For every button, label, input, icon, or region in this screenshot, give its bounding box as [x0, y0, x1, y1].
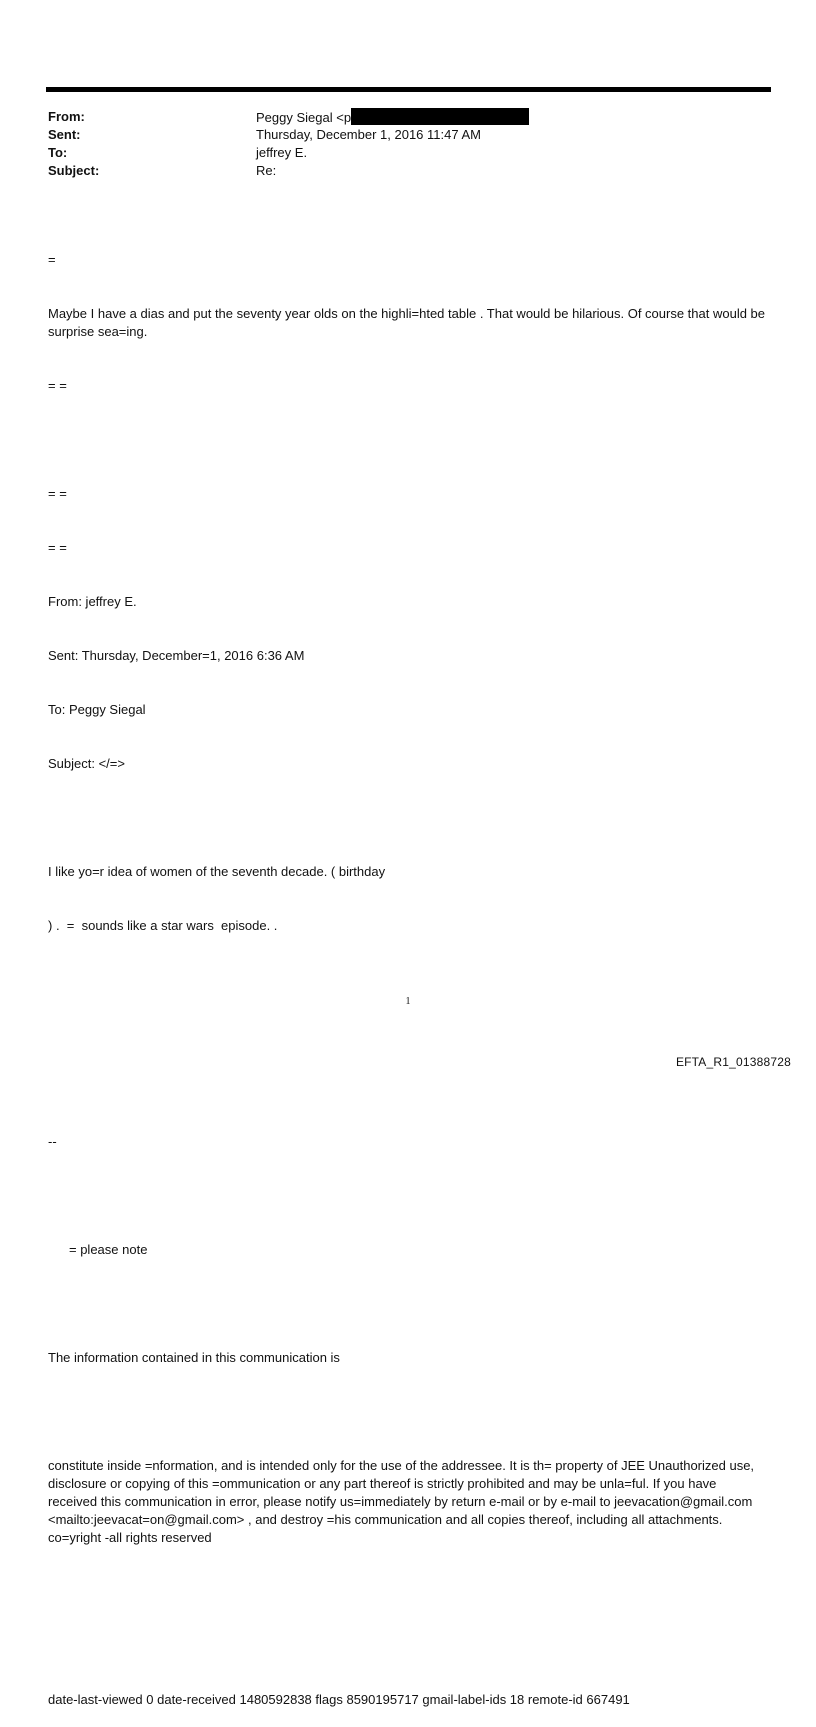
spacer — [48, 1295, 768, 1313]
spacer — [48, 1079, 768, 1097]
spacer — [48, 1403, 768, 1421]
please-note: = please note — [69, 1242, 148, 1257]
redaction-block — [351, 108, 529, 125]
quoted-sent: Sent: Thursday, December=1, 2016 6:36 AM — [48, 648, 305, 663]
metadata-line: date-last-viewed 0 date-received 1480592838 flags 8590195717 gmail-label-ids 18 remote-id 667491 — [48, 1692, 630, 1707]
sent-label: Sent: — [48, 127, 81, 142]
page-number: 1 — [405, 996, 411, 1007]
to-label: To: — [48, 145, 68, 160]
body-equals-line: = — [48, 252, 56, 267]
signature-dashes: -- — [48, 1134, 57, 1149]
header-divider — [46, 87, 771, 92]
spacer — [48, 1025, 768, 1043]
bates-number: EFTA_R1_01388728 — [675, 1055, 791, 1069]
quoted-subject: Subject: </=> — [48, 756, 125, 771]
subject-value: Re: — [256, 163, 277, 178]
email-body — [48, 215, 768, 1727]
body-paragraph-2-line-1: I like yo=r idea of women of the seventh decade. ( birthday — [48, 864, 386, 879]
body-equals-2: = = — [48, 486, 67, 501]
body-equals-1: = = — [48, 378, 67, 393]
to-value: jeffrey E. — [256, 145, 308, 160]
sent-value: Thursday, December 1, 2016 11:47 AM — [256, 127, 481, 142]
from-value — [256, 108, 529, 127]
spacer — [48, 971, 768, 989]
disclaimer: constitute inside =nformation, and is intended only for the use of the addressee. It is th= property of JEE Unauthorized use, disclosure or copying of this =ommunication or any part thereof is strictly prohibited and may be unla=ful. If you have received this communication in error, please notify us=immediately by return e-mail or by e-mail to jeevacation@gmail.com <mailto:jeevacat=on@gmail.com> , and destroy =his communication and all copies thereof, including all attachments. co=yright -all rights reserved — [48, 1458, 758, 1545]
quoted-to: To: Peggy Siegal — [48, 702, 146, 717]
spacer — [48, 1637, 768, 1655]
body-equals-3: = = — [48, 540, 67, 555]
info-line: The information contained in this communication is — [48, 1350, 340, 1365]
spacer — [48, 809, 768, 827]
spacer — [48, 1187, 768, 1205]
from-value-text: Peggy Siegal <p — [256, 110, 352, 125]
subject-label: Subject: — [48, 163, 100, 178]
from-label: From: — [48, 109, 85, 124]
spacer — [48, 431, 768, 449]
body-paragraph-1: Maybe I have a dias and put the seventy year olds on the highli=hted table . That would be hilarious. Of course that would be surprise sea=ing. — [48, 306, 769, 339]
spacer — [48, 1583, 768, 1601]
body-paragraph-2-line-2: ) . = sounds like a star wars episode. . — [48, 918, 278, 933]
quoted-from: From: jeffrey E. — [48, 594, 137, 609]
